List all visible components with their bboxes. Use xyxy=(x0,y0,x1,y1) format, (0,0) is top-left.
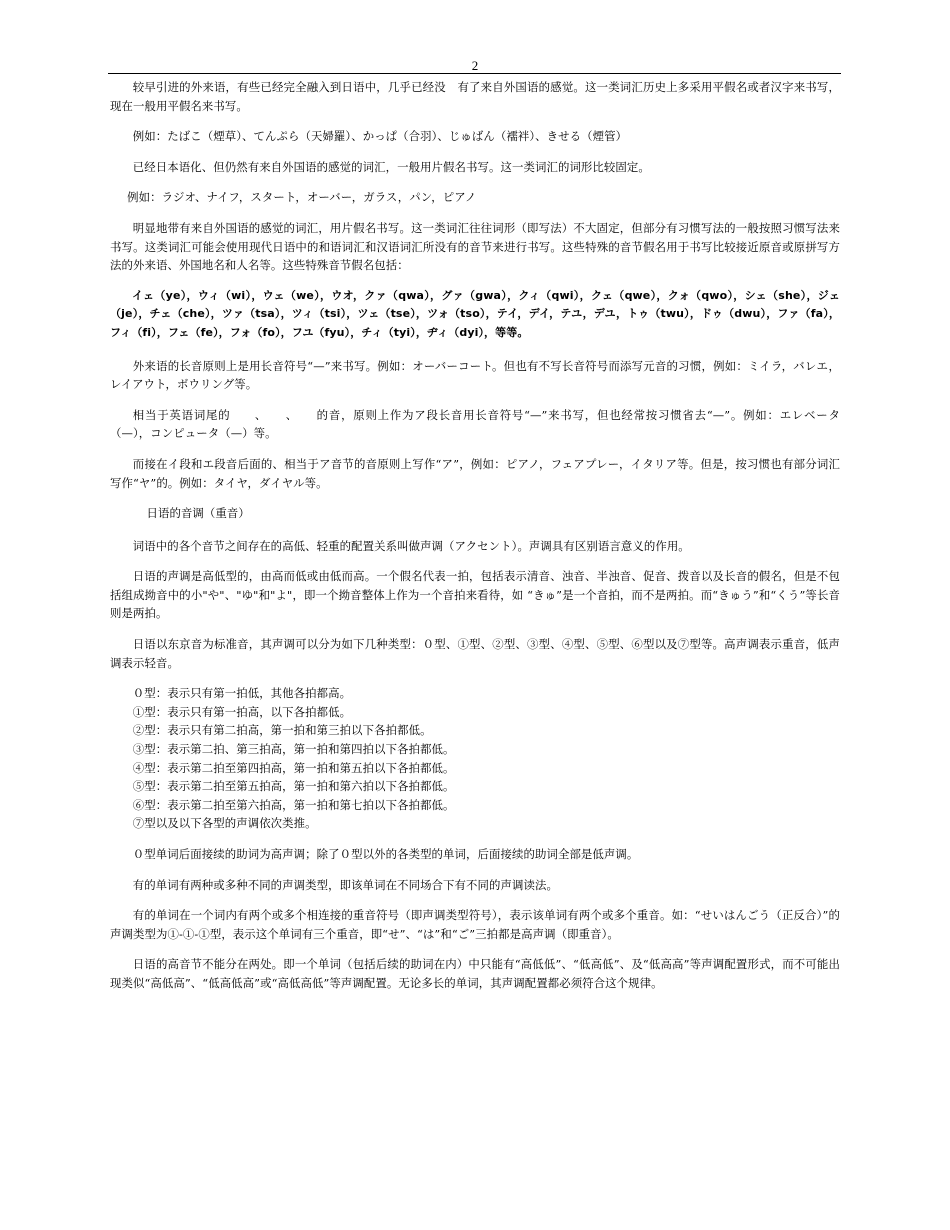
special-kana-list: イェ（ye），ウィ（wi），ウェ（we），ウオ，クァ（qwa），グァ（gwa），クィ（qwi），クェ（qwe），クォ（qwo），シェ（she），ジェ（je），チェ（che），ツァ（tsa），ツィ（tsi），ツェ（tse），ツォ（tso），テイ，デイ，テユ，デユ，トゥ（twu），ドゥ（dwu），ファ（fa），フィ（fi），フェ（fe），フォ（fo），フユ（fyu），チィ（tyi），ヂィ（dyi），等等。 xyxy=(110,288,840,339)
paragraph-a-syllable: 而接在イ段和エ段音后面的、相当于ア音节的音原则上写作“ア”，例如：ピアノ，フェアプレー，イタリア等。但是，按习惯也有部分词汇写作“ヤ”的。例如：タイヤ，ダイヤル等。 xyxy=(110,456,840,490)
paragraph-english-endings: 相当于英语词尾的 、 、 的音，原则上作为ア段长音用长音符号“—”来书写，但也经常按习惯省去“—”。例如：エレベータ（—），コンピュータ（—）等。 xyxy=(110,407,840,441)
tone-type-item: ⑦型以及以下各型的声调依次类推。 xyxy=(132,816,317,831)
tone-type-item: ②型：表示只有第二拍高，第一拍和第三拍以下各拍都低。 xyxy=(132,723,432,738)
paragraph-accent-definition: 词语中的各个音节之间存在的高低、轻重的配置关系叫做声调（アクセント）。声调具有区别语言意义的作用。 xyxy=(132,538,690,553)
tone-type-item: ⑤型：表示第二拍至第五拍高，第一拍和第六拍以下各拍都低。 xyxy=(132,779,455,794)
header-rule xyxy=(108,73,841,74)
paragraph-tone-types-intro: 日语以东京音为标准音，其声调可以分为如下几种类型：０型、①型、②型、③型、④型、⑤型、⑥型以及⑦型等。高声调表示重音，低声调表示轻音。 xyxy=(110,637,840,670)
paragraph-early-loanwords: 较早引进的外来语，有些已经完全融入到日语中，几乎已经没 有了来自外国语的感觉。这一类词汇历史上多采用平假名或者汉字来书写，现在一般用平假名来书写。 xyxy=(110,80,840,113)
paragraph-foreign-feel-loanwords: 明显地带有来自外国语的感觉的词汇，用片假名书写。这一类词汇往往词形（即写法）不大固定，但部分有习惯写法的一般按照习惯写法来书写。这类词汇可能会使用现代日语中的和语词汇和汉语词汇所没有的音节来进行书写。这些特殊的音节假名用于书写比较接近原音或原拼写方法的外来语、外国地名和人名等。这些特殊音节假名包括： xyxy=(110,220,840,273)
tone-type-item: ③型：表示第二拍、第三拍高，第一拍和第四拍以下各拍都低。 xyxy=(132,742,455,757)
tone-type-item: ①型：表示只有第一拍高，以下各拍都低。 xyxy=(132,704,352,719)
tone-types-list xyxy=(110,684,840,833)
paragraph-particle-tone: ０型单词后面接续的助词为高声调；除了０型以外的各类型的单词，后面接续的助词全部是低声调。 xyxy=(132,847,639,861)
paragraph-naturalized-loanwords: 已经日本语化、但仍然有来自外国语的感觉的词汇，一般用片假名书写。这一类词汇的词形比较固定。 xyxy=(132,159,650,174)
example-hiragana-loanwords: 例如：たばこ（煙草）、てんぷら（天婦羅）、かっぱ（合羽）、じゅばん（襦袢）、きせる（煙管） xyxy=(132,129,628,144)
paragraph-multiple-accents: 有的单词在一个词内有两个或多个相连接的重音符号（即声调类型符号），表示该单词有两个或多个重音。如：“せいはんごう（正反合）”的声调类型为①-①-①型，表示这个单词有三个重音，即“せ”、“は”和“ご”三拍都是高声调（即重音）。 xyxy=(110,908,840,941)
example-katakana-loanwords: 例如：ラジオ、ナイフ，スタート，オーバー，ガラス，パン，ピアノ xyxy=(127,190,477,205)
tone-type-item: ④型：表示第二拍至第四拍高，第一拍和第五拍以下各拍都低。 xyxy=(132,760,455,775)
paragraph-multiple-tone-types: 有的单词有两种或多种不同的声调类型，即该单词在不同场合下有不同的声调读法。 xyxy=(132,877,558,892)
tone-type-item: ０型：表示只有第一拍低，其他各拍都高。 xyxy=(132,686,352,701)
tone-type-item: ⑥型：表示第二拍至第六拍高，第一拍和第七拍以下各拍都低。 xyxy=(132,797,455,812)
paragraph-mora: 日语的声调是高低型的，由高而低或由低而高。一个假名代表一拍，包括表示清音、浊音、半浊音、促音、拨音以及长音的假名，但是不包括组成拗音中的小"や"、"ゆ"和"よ"，即一个拗音整体上作为一个音拍来看待，如 “きゅ”是一个音拍，而不是两拍。而“きゅう”和“くう”等长音则是两拍。 xyxy=(110,569,840,621)
paragraph-high-pitch-rule: 日语的高音节不能分在两处。即一个单词（包括后续的助词在内）中只能有“高低低”、“低高低”、及“低高高”等声调配置形式，而不可能出现类似“高低高”、“低高低高”或“高低高低”等声调配置。无论多长的单词，其声调配置都必须符合这个规律。 xyxy=(110,957,840,990)
section-heading-pitch-accent: 日语的音调（重音） xyxy=(146,506,250,521)
paragraph-long-vowel: 外来语的长音原则上是用长音符号“—”来书写。例如：オーバーコート。但也有不写长音符号而添写元音的习惯，例如：ミイラ，バレエ，レイアウト，ボウリング等。 xyxy=(110,358,840,392)
page-number: 2 xyxy=(471,58,479,73)
document-body xyxy=(110,78,840,1005)
